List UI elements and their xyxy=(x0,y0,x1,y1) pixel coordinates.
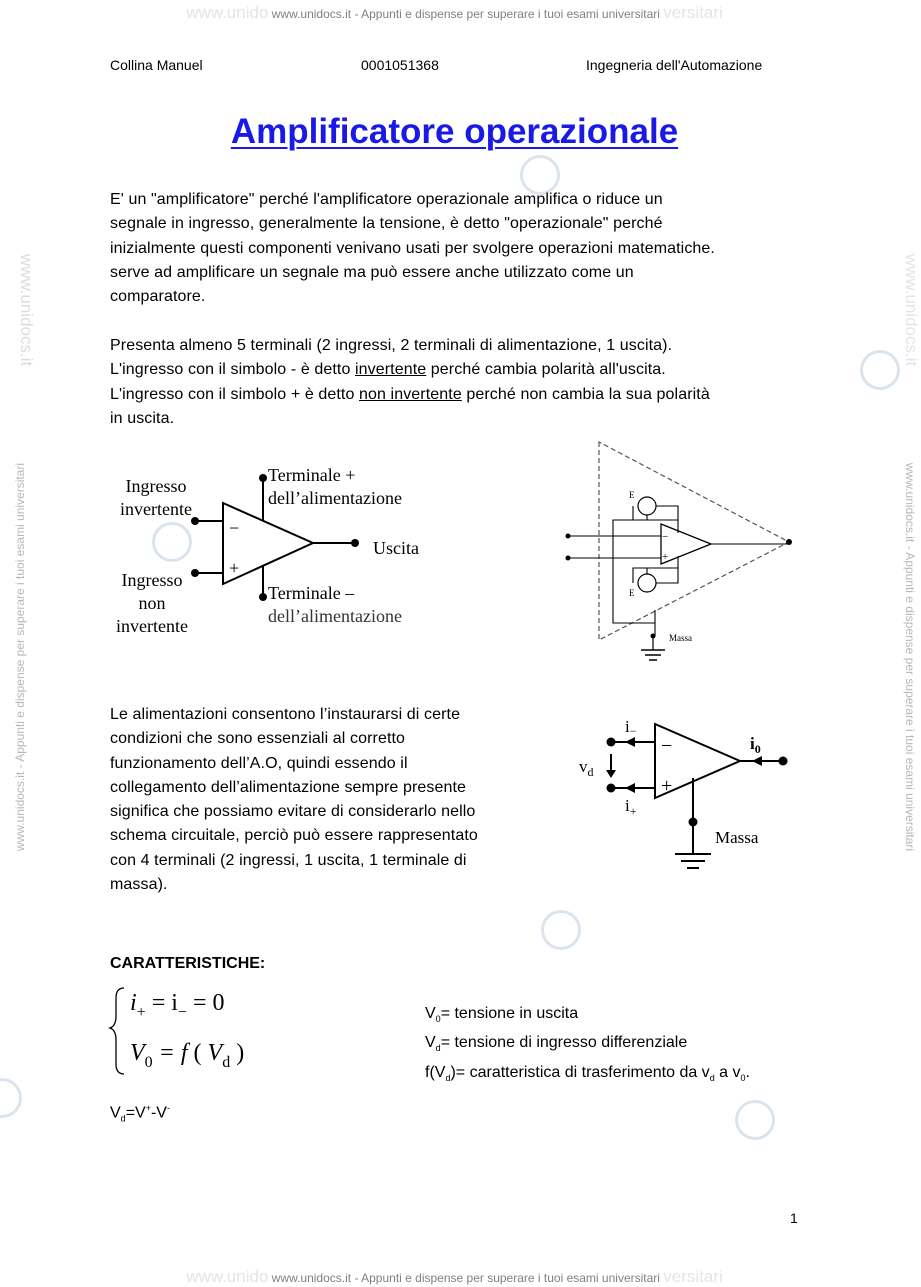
label-output: Uscita xyxy=(373,538,419,558)
watermark-logo-icon xyxy=(541,910,581,950)
minus-sign: − xyxy=(661,735,673,757)
label-e-bottom: E xyxy=(629,588,635,598)
text-span: L'ingresso con il simbolo - è detto xyxy=(110,361,355,379)
watermark-suffix: versitari xyxy=(663,3,723,22)
opamp-labeled-diagram xyxy=(105,462,435,642)
text-span: perché non cambia la sua polarità xyxy=(461,385,710,403)
label-supply-plus: dell’alimentazione xyxy=(268,488,402,508)
watermark-top xyxy=(0,3,909,23)
vd-formula: $V_d=V^+-V^-$ xyxy=(110,1103,170,1124)
intro-paragraph xyxy=(110,188,715,309)
intro-line: inizialmente questi componenti venivano usati per svolgere operazioni matematiche. xyxy=(110,239,715,257)
page-number: 1 xyxy=(790,1210,798,1226)
header-student-id: 0001051368 xyxy=(361,57,439,73)
equation-2: $V_0 = f$ ( $V_d$ ) xyxy=(130,1040,245,1071)
watermark-logo-icon xyxy=(0,1078,22,1118)
watermark-right: www.unidocs.it - Appunti e dispense per superare i tuoi esami universitari xyxy=(903,462,917,852)
label-noninv-input: Ingresso xyxy=(121,570,183,590)
terminals-line: Presenta almeno 5 terminali (2 ingressi, 2 terminali di alimentazione, 1 uscita). xyxy=(110,337,673,354)
section-heading: CARATTERISTICHE: xyxy=(110,955,266,972)
watermark-bottom xyxy=(0,1267,909,1287)
watermark-site-prefix-bottom: www.unido xyxy=(186,1267,269,1286)
header-author: Collina Manuel xyxy=(110,57,203,73)
alimentazioni-line: condizioni che sono essenziali al corretto xyxy=(110,730,406,748)
legend-line: $f(V_d)=$ caratteristica di trasferimento da $v_d$ a $v_0$. xyxy=(425,1063,750,1084)
watermark-site-prefix: www.unido xyxy=(186,3,269,22)
variables-legend xyxy=(425,1002,750,1090)
watermark-logo-icon xyxy=(860,350,900,390)
watermark-top-text: www.unidocs.it - Appunti e dispense per superare i tuoi esami universitari xyxy=(271,7,660,21)
watermark-bottom-text: www.unidocs.it - Appunti e dispense per superare i tuoi esami universitari xyxy=(271,1271,660,1285)
label-inv-input: invertente xyxy=(120,499,192,519)
opamp-four-terminal-diagram xyxy=(575,712,795,877)
minus-sign: − xyxy=(662,531,669,543)
terminals-line xyxy=(110,383,710,407)
alimentazioni-line: collegamento dell’alimentazione sempre presente xyxy=(110,778,467,796)
label-vd: $v_d$ xyxy=(579,757,594,779)
alimentazioni-line: massa). xyxy=(110,876,168,894)
intro-line: serve ad amplificare un segnale ma può essere anche utilizzato come un xyxy=(110,263,634,281)
alimentazioni-line: schema circuitale, perciò può essere rappresentato xyxy=(110,827,478,845)
underlined-term: invertente xyxy=(355,361,427,379)
watermark-left-big: www.unidocs.it xyxy=(17,253,37,367)
label-ground: Massa xyxy=(669,633,692,643)
watermark-suffix-bottom: versitari xyxy=(663,1267,723,1286)
label-i-plus: $i_+$ xyxy=(625,796,637,818)
terminals-paragraph xyxy=(110,334,710,431)
label-supply-minus: Terminale – xyxy=(268,583,355,603)
plus-sign: + xyxy=(661,775,673,797)
label-inv-input: Ingresso xyxy=(125,476,187,496)
alimentazioni-paragraph xyxy=(110,703,478,897)
equations-system xyxy=(110,982,280,1082)
text-span: perché cambia polarità all'uscita. xyxy=(426,361,666,379)
intro-line: comparatore. xyxy=(110,288,206,306)
legend-line: $V_d=$ tensione di ingresso differenziale xyxy=(425,1034,688,1054)
watermark-logo-icon xyxy=(735,1100,775,1140)
alimentazioni-line: funzionamento dell’A.O, quindi essendo il xyxy=(110,754,408,772)
label-supply-plus: Terminale + xyxy=(268,465,356,485)
intro-line: E' un "amplificatore" perché l'amplificatore operazionale amplifica o riduce un xyxy=(110,191,663,208)
terminals-line: in uscita. xyxy=(110,409,175,427)
underlined-term: non invertente xyxy=(359,385,462,403)
label-i-minus: i− xyxy=(625,717,637,738)
label-i0: $i_0$ xyxy=(750,734,761,756)
text-span: L'ingresso con il simbolo + è detto xyxy=(110,385,360,403)
terminals-line xyxy=(110,358,710,382)
label-ground: Massa xyxy=(715,828,759,847)
label-noninv-input: non xyxy=(138,593,166,613)
page-title: Amplificatore operazionale xyxy=(230,112,679,151)
label-noninv-input: invertente xyxy=(116,616,188,636)
alimentazioni-line: Le alimentazioni consentono l’instaurarsi di certe xyxy=(110,706,461,723)
alimentazioni-line: significa che possiamo evitare di considerarlo nello xyxy=(110,803,476,821)
header-course: Ingegneria dell'Automazione xyxy=(586,57,763,73)
alimentazioni-line: con 4 terminali (2 ingressi, 1 uscita, 1 terminale di xyxy=(110,851,467,869)
watermark-left: www.unidocs.it - Appunti e dispense per superare i tuoi esami universitari xyxy=(13,462,27,852)
dashed-enclosure xyxy=(599,442,789,640)
opamp-triangle xyxy=(661,524,711,564)
equation-1: $i_+ = i_- = 0$ xyxy=(130,990,225,1021)
legend-line: $V_0=$ tensione in uscita xyxy=(425,1005,579,1025)
plus-sign: + xyxy=(662,551,669,563)
minus-sign: − xyxy=(229,518,240,538)
watermark-right-big: www.unidocs.it xyxy=(902,253,921,367)
plus-sign: + xyxy=(229,558,240,578)
label-e-top: E xyxy=(629,490,635,500)
curly-brace xyxy=(110,988,124,1074)
intro-line: segnale in ingresso, generalmente la tensione, è detto "operazionale" perché xyxy=(110,215,663,233)
label-supply-minus: dell’alimentazione xyxy=(268,606,402,626)
opamp-supply-diagram xyxy=(563,438,798,666)
